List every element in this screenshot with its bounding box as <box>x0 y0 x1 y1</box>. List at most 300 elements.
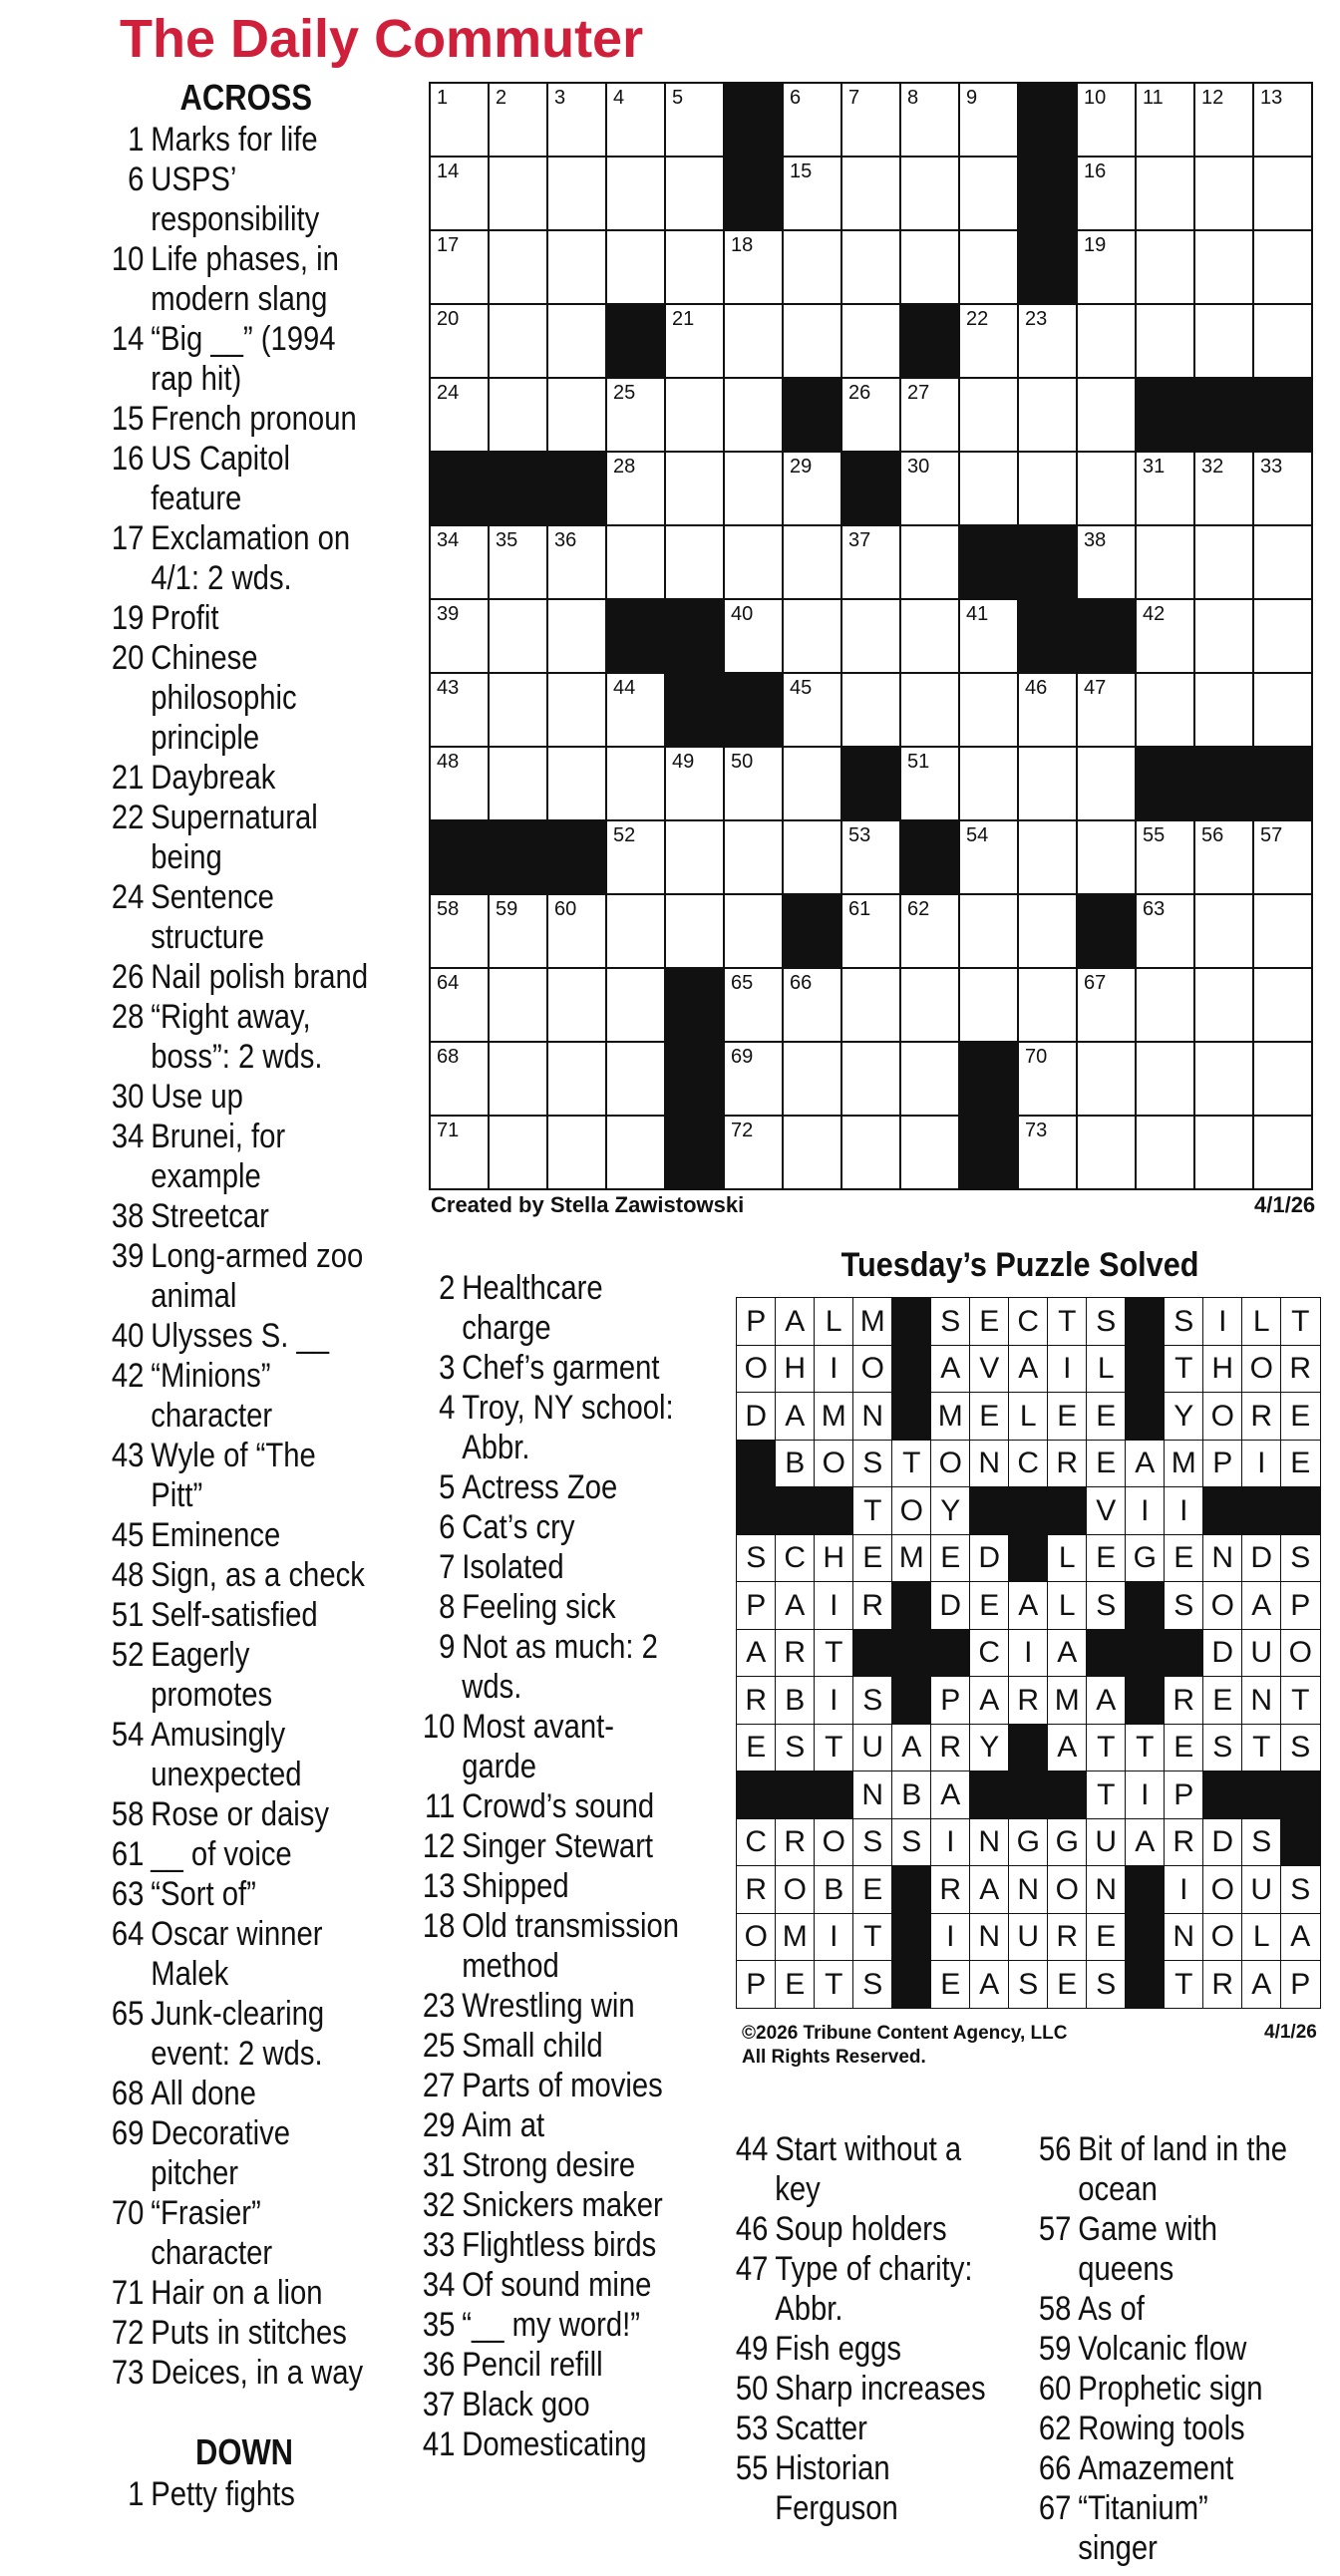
clue-item <box>110 1196 376 1236</box>
grid-cell[interactable] <box>605 82 666 158</box>
clue-text: Cat’s cry <box>462 1508 575 1546</box>
clue-item <box>110 2193 376 2273</box>
clue-number: 30 <box>111 1078 145 1116</box>
grid-cell[interactable] <box>899 524 960 600</box>
clue-item <box>110 2074 376 2113</box>
cell-number: 22 <box>966 308 989 330</box>
grid-cell[interactable] <box>429 82 490 158</box>
grid-cell[interactable] <box>1017 1115 1078 1190</box>
grid-cell[interactable] <box>1076 303 1137 379</box>
grid-cell[interactable] <box>664 229 725 305</box>
clue-number: 29 <box>422 2106 456 2144</box>
grid-cell[interactable] <box>958 819 1019 895</box>
solution-cell: B <box>775 1676 816 1725</box>
solution-cell: I <box>1008 1629 1049 1678</box>
grid-cell[interactable] <box>546 1041 607 1117</box>
grid-cell[interactable] <box>546 82 607 158</box>
grid-cell[interactable] <box>605 1115 666 1190</box>
grid-block <box>605 303 666 379</box>
grid-cell[interactable] <box>1017 819 1078 895</box>
clue-text: Wyle of “The Pitt” <box>151 1437 316 1514</box>
clue-text: Chef’s garment <box>462 1349 660 1387</box>
grid-cell[interactable] <box>899 156 960 231</box>
grid-cell[interactable] <box>723 303 784 379</box>
grid-cell[interactable] <box>429 598 490 674</box>
grid-cell[interactable] <box>664 82 725 158</box>
grid-cell[interactable] <box>605 524 666 600</box>
grid-cell[interactable] <box>1135 598 1195 674</box>
grid-cell[interactable] <box>958 451 1019 526</box>
clue-item <box>110 1436 376 1515</box>
clue-item <box>110 1077 376 1117</box>
clue-number: 15 <box>111 400 145 438</box>
grid-block <box>723 82 784 158</box>
solution-block <box>1241 1486 1282 1535</box>
solution-cell: O <box>775 1865 816 1914</box>
clue-item <box>421 2105 687 2145</box>
grid-cell[interactable] <box>546 524 607 600</box>
grid-cell[interactable] <box>958 746 1019 821</box>
grid-cell[interactable] <box>1252 82 1313 158</box>
clue-number: 51 <box>111 1596 145 1634</box>
grid-cell[interactable] <box>605 746 666 821</box>
grid-cell[interactable] <box>1252 303 1313 379</box>
grid-cell[interactable] <box>1076 377 1137 453</box>
solution-cell: P <box>1164 1771 1204 1819</box>
solution-cell: R <box>930 1865 971 1914</box>
clue-text: Nail polish brand <box>151 958 369 996</box>
clue-number: 3 <box>439 1349 456 1387</box>
clue-text: Long-armed zoo animal <box>151 1237 364 1315</box>
grid-cell[interactable] <box>664 303 725 379</box>
grid-cell[interactable] <box>488 524 548 600</box>
grid-cell[interactable] <box>958 229 1019 305</box>
grid-cell[interactable] <box>1252 967 1313 1043</box>
solution-cell: A <box>891 1724 932 1772</box>
clue-item <box>110 798 376 877</box>
grid-cell[interactable] <box>899 82 960 158</box>
grid-cell[interactable] <box>1135 1041 1195 1117</box>
clue-item <box>734 2209 991 2249</box>
grid-cell[interactable] <box>1135 303 1195 379</box>
grid-cell[interactable] <box>958 893 1019 969</box>
solution-cell: S <box>1164 1297 1204 1346</box>
clue-number: 6 <box>128 161 145 198</box>
grid-cell[interactable] <box>429 967 490 1043</box>
grid-cell[interactable] <box>1193 1041 1254 1117</box>
grid-cell[interactable] <box>782 82 842 158</box>
grid-cell[interactable] <box>1193 451 1254 526</box>
grid-cell[interactable] <box>723 746 784 821</box>
grid-cell[interactable] <box>1252 1041 1313 1117</box>
grid-cell[interactable] <box>723 377 784 453</box>
cell-number: 64 <box>437 972 460 994</box>
solution-cell: I <box>814 1676 854 1725</box>
grid-cell[interactable] <box>488 598 548 674</box>
solution-cell: T <box>891 1440 932 1488</box>
grid-cell[interactable] <box>605 1041 666 1117</box>
grid-cell[interactable] <box>546 672 607 748</box>
grid-cell[interactable] <box>1135 82 1195 158</box>
grid-cell[interactable] <box>488 156 548 231</box>
grid-cell[interactable] <box>664 377 725 453</box>
down-clue-list <box>1037 2129 1336 2568</box>
grid-cell[interactable] <box>782 967 842 1043</box>
grid-cell[interactable] <box>840 598 901 674</box>
grid-cell[interactable] <box>840 524 901 600</box>
solution-cell: S <box>775 1724 816 1772</box>
grid-cell[interactable] <box>723 598 784 674</box>
solution-block <box>891 1581 932 1630</box>
down-clue-list <box>734 2129 1033 2528</box>
grid-cell[interactable] <box>1076 1041 1137 1117</box>
solution-cell: S <box>852 1818 893 1867</box>
grid-cell[interactable] <box>899 967 960 1043</box>
grid-cell[interactable] <box>723 967 784 1043</box>
grid-cell[interactable] <box>723 524 784 600</box>
cell-number: 17 <box>437 234 460 256</box>
solution-cell: I <box>814 1581 854 1630</box>
clue-item <box>110 1715 376 1794</box>
grid-cell[interactable] <box>958 598 1019 674</box>
cell-number: 65 <box>731 972 754 994</box>
grid-cell[interactable] <box>782 672 842 748</box>
solution-cell: I <box>1164 1486 1204 1535</box>
grid-cell[interactable] <box>429 377 490 453</box>
clue-text: Eminence <box>151 1516 281 1554</box>
solution-cell: N <box>1202 1534 1243 1583</box>
grid-cell[interactable] <box>1135 524 1195 600</box>
grid-cell[interactable] <box>840 377 901 453</box>
grid-cell[interactable] <box>1193 672 1254 748</box>
solution-cell: O <box>1202 1581 1243 1630</box>
grid-cell[interactable] <box>1076 524 1137 600</box>
grid-cell[interactable] <box>1252 451 1313 526</box>
grid-cell[interactable] <box>782 746 842 821</box>
clue-number: 54 <box>111 1716 145 1754</box>
grid-cell[interactable] <box>1252 524 1313 600</box>
grid-cell[interactable] <box>488 967 548 1043</box>
solution-cell: R <box>930 1724 971 1772</box>
clue-item <box>110 877 376 957</box>
grid-cell[interactable] <box>958 82 1019 158</box>
grid-cell[interactable] <box>782 524 842 600</box>
grid-cell[interactable] <box>1193 819 1254 895</box>
cell-number: 71 <box>437 1120 460 1141</box>
grid-cell[interactable] <box>1076 746 1137 821</box>
grid-cell[interactable] <box>429 524 490 600</box>
grid-cell[interactable] <box>1135 229 1195 305</box>
grid-cell[interactable] <box>1252 598 1313 674</box>
grid-cell[interactable] <box>546 229 607 305</box>
grid-cell[interactable] <box>1017 451 1078 526</box>
grid-cell[interactable] <box>840 1115 901 1190</box>
grid-cell[interactable] <box>723 893 784 969</box>
grid-cell[interactable] <box>1252 893 1313 969</box>
cell-number: 53 <box>848 824 871 846</box>
cell-number: 69 <box>731 1046 754 1068</box>
grid-cell[interactable] <box>546 893 607 969</box>
grid-cell[interactable] <box>1135 1115 1195 1190</box>
clue-text: Hair on a lion <box>151 2274 323 2312</box>
grid-cell[interactable] <box>840 229 901 305</box>
grid-cell[interactable] <box>1076 967 1137 1043</box>
grid-cell[interactable] <box>429 1041 490 1117</box>
grid-cell[interactable] <box>1252 672 1313 748</box>
grid-cell[interactable] <box>840 156 901 231</box>
grid-cell[interactable] <box>1076 451 1137 526</box>
grid-cell[interactable] <box>1076 672 1137 748</box>
grid-cell[interactable] <box>899 451 960 526</box>
solution-cell: R <box>736 1865 777 1914</box>
grid-cell[interactable] <box>1017 1041 1078 1117</box>
grid-cell[interactable] <box>546 1115 607 1190</box>
grid-cell[interactable] <box>546 967 607 1043</box>
clue-item <box>421 2066 687 2105</box>
clue-text: Profit <box>151 599 219 637</box>
clue-text: Pencil refill <box>462 2346 603 2384</box>
cell-number: 39 <box>437 603 460 625</box>
grid-cell[interactable] <box>899 229 960 305</box>
cell-number: 16 <box>1084 161 1107 182</box>
grid-cell[interactable] <box>899 1115 960 1190</box>
grid-cell[interactable] <box>429 746 490 821</box>
grid-cell[interactable] <box>840 967 901 1043</box>
grid-cell[interactable] <box>1135 967 1195 1043</box>
clue-number: 53 <box>735 2410 769 2447</box>
grid-cell[interactable] <box>782 819 842 895</box>
cell-number: 7 <box>848 87 860 109</box>
grid-cell[interactable] <box>958 967 1019 1043</box>
grid-cell[interactable] <box>605 156 666 231</box>
solution-cell: D <box>736 1392 777 1441</box>
grid-cell[interactable] <box>429 893 490 969</box>
grid-cell[interactable] <box>899 672 960 748</box>
grid-cell[interactable] <box>664 451 725 526</box>
clue-item <box>110 160 376 239</box>
solution-cell: R <box>1202 1960 1243 2009</box>
grid-cell[interactable] <box>723 819 784 895</box>
grid-cell[interactable] <box>958 377 1019 453</box>
cell-number: 27 <box>907 382 930 404</box>
grid-block <box>840 746 901 821</box>
clue-number: 38 <box>111 1197 145 1235</box>
grid-cell[interactable] <box>488 746 548 821</box>
grid-cell[interactable] <box>546 746 607 821</box>
grid-cell[interactable] <box>723 451 784 526</box>
puzzle-credit: Created by Stella Zawistowski <box>431 1192 745 1217</box>
cell-number: 42 <box>1143 603 1166 625</box>
grid-cell[interactable] <box>1193 82 1254 158</box>
grid-cell[interactable] <box>958 156 1019 231</box>
grid-cell[interactable] <box>723 1115 784 1190</box>
grid-cell[interactable] <box>1193 967 1254 1043</box>
grid-cell[interactable] <box>429 229 490 305</box>
grid-cell[interactable] <box>958 672 1019 748</box>
solution-cell: I <box>1125 1771 1166 1819</box>
grid-cell[interactable] <box>1017 672 1078 748</box>
clue-text: “Frasier” character <box>151 2194 273 2272</box>
grid-cell[interactable] <box>840 1041 901 1117</box>
solution-cell: E <box>969 1581 1010 1630</box>
grid-cell[interactable] <box>723 1041 784 1117</box>
solution-grid <box>736 1297 1320 2011</box>
grid-cell[interactable] <box>840 672 901 748</box>
cell-number: 23 <box>1025 308 1048 330</box>
grid-cell[interactable] <box>1193 1115 1254 1190</box>
grid-cell[interactable] <box>605 229 666 305</box>
grid-cell[interactable] <box>605 819 666 895</box>
clue-item <box>110 2353 376 2393</box>
grid-cell[interactable] <box>1076 82 1137 158</box>
cell-number: 49 <box>672 751 695 773</box>
grid-cell[interactable] <box>546 598 607 674</box>
clue-text: Strong desire <box>462 2146 636 2184</box>
grid-block <box>664 967 725 1043</box>
grid-cell[interactable] <box>429 672 490 748</box>
grid-cell[interactable] <box>1017 967 1078 1043</box>
grid-cell[interactable] <box>1076 156 1137 231</box>
grid-cell[interactable] <box>723 229 784 305</box>
grid-cell[interactable] <box>840 819 901 895</box>
grid-cell[interactable] <box>605 451 666 526</box>
grid-cell[interactable] <box>605 377 666 453</box>
grid-cell[interactable] <box>488 303 548 379</box>
grid-cell[interactable] <box>429 303 490 379</box>
grid-cell[interactable] <box>782 1115 842 1190</box>
grid-cell[interactable] <box>899 598 960 674</box>
clue-number: 70 <box>111 2194 145 2232</box>
grid-cell[interactable] <box>546 377 607 453</box>
clue-number: 8 <box>439 1588 456 1626</box>
grid-cell[interactable] <box>429 1115 490 1190</box>
grid-cell[interactable] <box>899 893 960 969</box>
grid-cell[interactable] <box>1252 819 1313 895</box>
solution-cell: S <box>1086 1581 1127 1630</box>
grid-cell[interactable] <box>840 303 901 379</box>
clue-text: Historian Ferguson <box>775 2449 898 2527</box>
down-clue-list <box>110 2474 419 2514</box>
clue-item <box>110 2273 376 2313</box>
solution-block <box>1047 1486 1088 1535</box>
clue-text: Wrestling win <box>462 1987 635 2025</box>
grid-cell[interactable] <box>605 672 666 748</box>
grid-cell[interactable] <box>1017 303 1078 379</box>
grid-cell[interactable] <box>664 893 725 969</box>
solution-cell: A <box>969 1865 1010 1914</box>
clue-number: 23 <box>422 1987 456 2025</box>
grid-cell[interactable] <box>840 893 901 969</box>
clue-item <box>734 2249 991 2329</box>
grid-cell[interactable] <box>1017 377 1078 453</box>
grid-cell[interactable] <box>1076 229 1137 305</box>
clue-number: 52 <box>111 1636 145 1674</box>
grid-cell[interactable] <box>1252 1115 1313 1190</box>
grid-cell[interactable] <box>546 303 607 379</box>
grid-cell[interactable] <box>840 82 901 158</box>
solution-cell: P <box>1202 1440 1243 1488</box>
grid-cell[interactable] <box>1017 893 1078 969</box>
grid-cell[interactable] <box>782 451 842 526</box>
grid-cell[interactable] <box>782 229 842 305</box>
grid-cell[interactable] <box>1193 893 1254 969</box>
grid-cell[interactable] <box>488 1115 548 1190</box>
grid-cell[interactable] <box>1135 451 1195 526</box>
solution-cell: I <box>1241 1440 1282 1488</box>
solution-cell: I <box>1202 1297 1243 1346</box>
grid-block <box>1017 156 1078 231</box>
clue-number: 19 <box>111 599 145 637</box>
grid-cell[interactable] <box>1193 229 1254 305</box>
grid-cell[interactable] <box>1135 672 1195 748</box>
grid-cell[interactable] <box>1135 156 1195 231</box>
clue-text: Sentence structure <box>151 878 274 956</box>
solution-cell: L <box>1047 1534 1088 1583</box>
grid-cell[interactable] <box>664 746 725 821</box>
grid-cell[interactable] <box>1193 598 1254 674</box>
grid-cell[interactable] <box>1017 746 1078 821</box>
solution-cell: B <box>775 1440 816 1488</box>
grid-cell[interactable] <box>1135 893 1195 969</box>
clue-text: Troy, NY school: Abbr. <box>462 1389 674 1466</box>
grid-cell[interactable] <box>782 303 842 379</box>
grid-cell[interactable] <box>664 156 725 231</box>
grid-cell[interactable] <box>1193 156 1254 231</box>
grid-cell[interactable] <box>899 746 960 821</box>
grid-cell[interactable] <box>1076 1115 1137 1190</box>
grid-cell[interactable] <box>664 524 725 600</box>
grid-cell[interactable] <box>958 303 1019 379</box>
grid-cell[interactable] <box>1193 303 1254 379</box>
grid-cell[interactable] <box>782 598 842 674</box>
cell-number: 58 <box>437 898 460 920</box>
grid-cell[interactable] <box>899 1041 960 1117</box>
grid-cell[interactable] <box>488 893 548 969</box>
clue-number: 11 <box>425 1787 456 1825</box>
grid-cell[interactable] <box>488 229 548 305</box>
solution-cell: S <box>1202 1724 1243 1772</box>
grid-cell[interactable] <box>488 1041 548 1117</box>
clue-number: 57 <box>1038 2210 1072 2248</box>
solution-cell: S <box>930 1297 971 1346</box>
solution-cell: E <box>852 1865 893 1914</box>
grid-cell[interactable] <box>664 819 725 895</box>
grid-cell[interactable] <box>782 156 842 231</box>
solution-cell: R <box>736 1676 777 1725</box>
grid-cell[interactable] <box>488 377 548 453</box>
grid-cell[interactable] <box>1135 819 1195 895</box>
grid-cell[interactable] <box>1252 229 1313 305</box>
grid-cell[interactable] <box>1252 156 1313 231</box>
cell-number: 32 <box>1201 456 1224 478</box>
grid-block <box>958 524 1019 600</box>
grid-cell[interactable] <box>1193 524 1254 600</box>
grid-cell[interactable] <box>488 672 548 748</box>
grid-cell[interactable] <box>546 156 607 231</box>
grid-cell[interactable] <box>782 1041 842 1117</box>
grid-cell[interactable] <box>605 967 666 1043</box>
grid-cell[interactable] <box>1076 819 1137 895</box>
cell-number: 56 <box>1201 824 1224 846</box>
grid-cell[interactable] <box>429 156 490 231</box>
grid-block <box>429 451 490 526</box>
grid-cell[interactable] <box>605 893 666 969</box>
solution-block <box>1125 1297 1166 1346</box>
cell-number: 36 <box>554 529 577 551</box>
clue-text: Fish eggs <box>775 2330 902 2368</box>
grid-cell[interactable] <box>899 377 960 453</box>
grid-cell[interactable] <box>488 82 548 158</box>
